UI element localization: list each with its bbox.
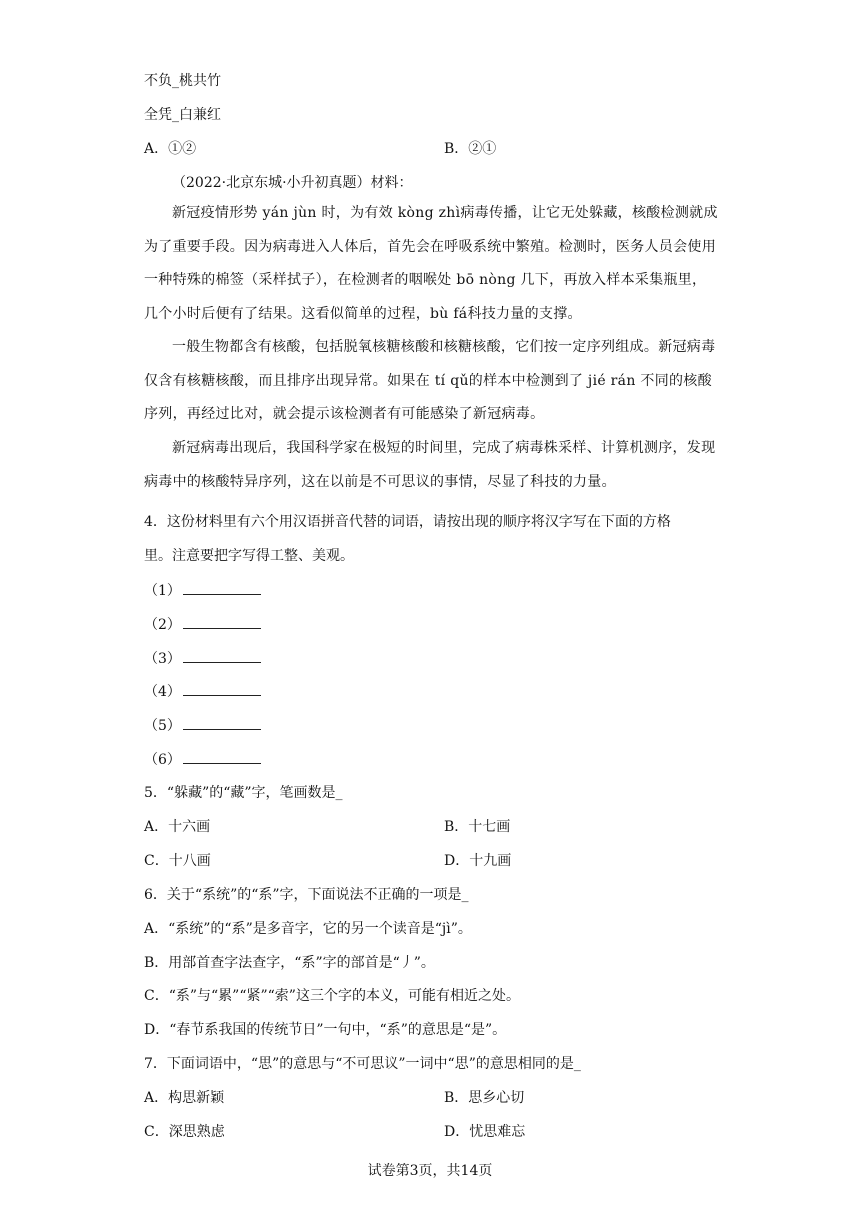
q4-stem-line-1: 4．这份材料里有六个用汉语拼音代替的词语，请按出现的顺序将汉字写在下面的方格 <box>144 514 671 530</box>
answer-blank[interactable] <box>183 715 261 730</box>
q4-answer-4: （4） <box>144 681 261 702</box>
q7-option-c: C．深思熟虑 <box>144 1124 225 1140</box>
poem-line-2: 全凭_白兼红 <box>144 107 221 123</box>
q5-stem: 5．“躲藏”的“藏”字，笔画数是_ <box>144 785 343 801</box>
q5-option-a: A．十六画 <box>144 819 211 835</box>
q7-option-a: A．构思新颖 <box>144 1090 225 1106</box>
answer-blank[interactable] <box>183 681 261 696</box>
material-paragraph-2: 一般生物都含有核酸，包括脱氧核糖核酸和核糖核酸，它们按一定序列组成。新冠病毒仅含有核糖核酸，而且排序出现异常。如果在 tí qǔ的样本中检测到了 jié rán 不同的核酸序列，再经过比对，就会提示该检测者有可能感染了新冠病毒。 <box>144 339 716 423</box>
prev-option-a: A．①② <box>144 141 197 157</box>
q6-option-a: A．“系统”的“系”是多音字，它的另一个读音是“jì”。 <box>144 921 472 937</box>
q7-option-d: D．忧思难忘 <box>444 1124 526 1140</box>
q7-stem: 7．下面词语中，“思”的意思与“不可思议”一词中“思”的意思相同的是_ <box>144 1056 581 1072</box>
q6-option-b: B．用部首查字法查字，“系”字的部首是“丿”。 <box>144 955 435 971</box>
material-paragraph-1: 新冠疫情形势 yán jùn 时，为有效 kòng zhì病毒传播，让它无处躲藏，核酸检测就成为了重要手段。因为病毒进入人体后，首先会在呼吸系统中繁殖。检测时，医务人员会使用一种特殊的棉签（采样拭子），在检测者的咽喉处 bō nòng 几下，再放入样本采集瓶里，几个小时后便有了结果。这看似简单的过程，bù fá科技力量的支撑。 <box>144 205 718 322</box>
answer-blank[interactable] <box>183 614 261 629</box>
page-footer: 试卷第3页，共14页 <box>367 1163 493 1179</box>
q5-option-c: C．十八画 <box>144 853 211 869</box>
source-label: （2022·北京东城·小升初真题）材料： <box>172 175 413 191</box>
answer-blank[interactable] <box>183 648 261 663</box>
poem-line-1: 不负_桃共竹 <box>144 73 221 89</box>
q4-answer-1: （1） <box>144 580 261 601</box>
q4-stem-line-2: 里。注意要把字写得工整、美观。 <box>144 548 354 564</box>
q7-option-b: B．思乡心切 <box>444 1090 525 1106</box>
q6-option-c: C．“系”与“累”“紧”“索”这三个字的本义，可能有相近之处。 <box>144 988 520 1004</box>
q6-option-d: D．“春节系我国的传统节日”一句中，“系”的意思是“是”。 <box>144 1022 507 1038</box>
q4-answer-3: （3） <box>144 648 261 669</box>
q4-answer-6: （6） <box>144 749 261 770</box>
q4-answer-2: （2） <box>144 614 261 635</box>
q6-stem: 6．关于“系统”的“系”字，下面说法不正确的一项是_ <box>144 887 469 903</box>
q4-answer-5: （5） <box>144 715 261 736</box>
q5-option-d: D．十九画 <box>444 853 512 869</box>
prev-option-b: B．②① <box>444 141 497 157</box>
q5-option-b: B．十七画 <box>444 819 511 835</box>
answer-blank[interactable] <box>183 580 261 595</box>
material-paragraph-3: 新冠病毒出现后，我国科学家在极短的时间里，完成了病毒株采样、计算机测序，发现病毒中的核酸特异序列，这在以前是不可思议的事情，尽显了科技的力量。 <box>144 440 716 490</box>
answer-blank[interactable] <box>183 749 261 764</box>
